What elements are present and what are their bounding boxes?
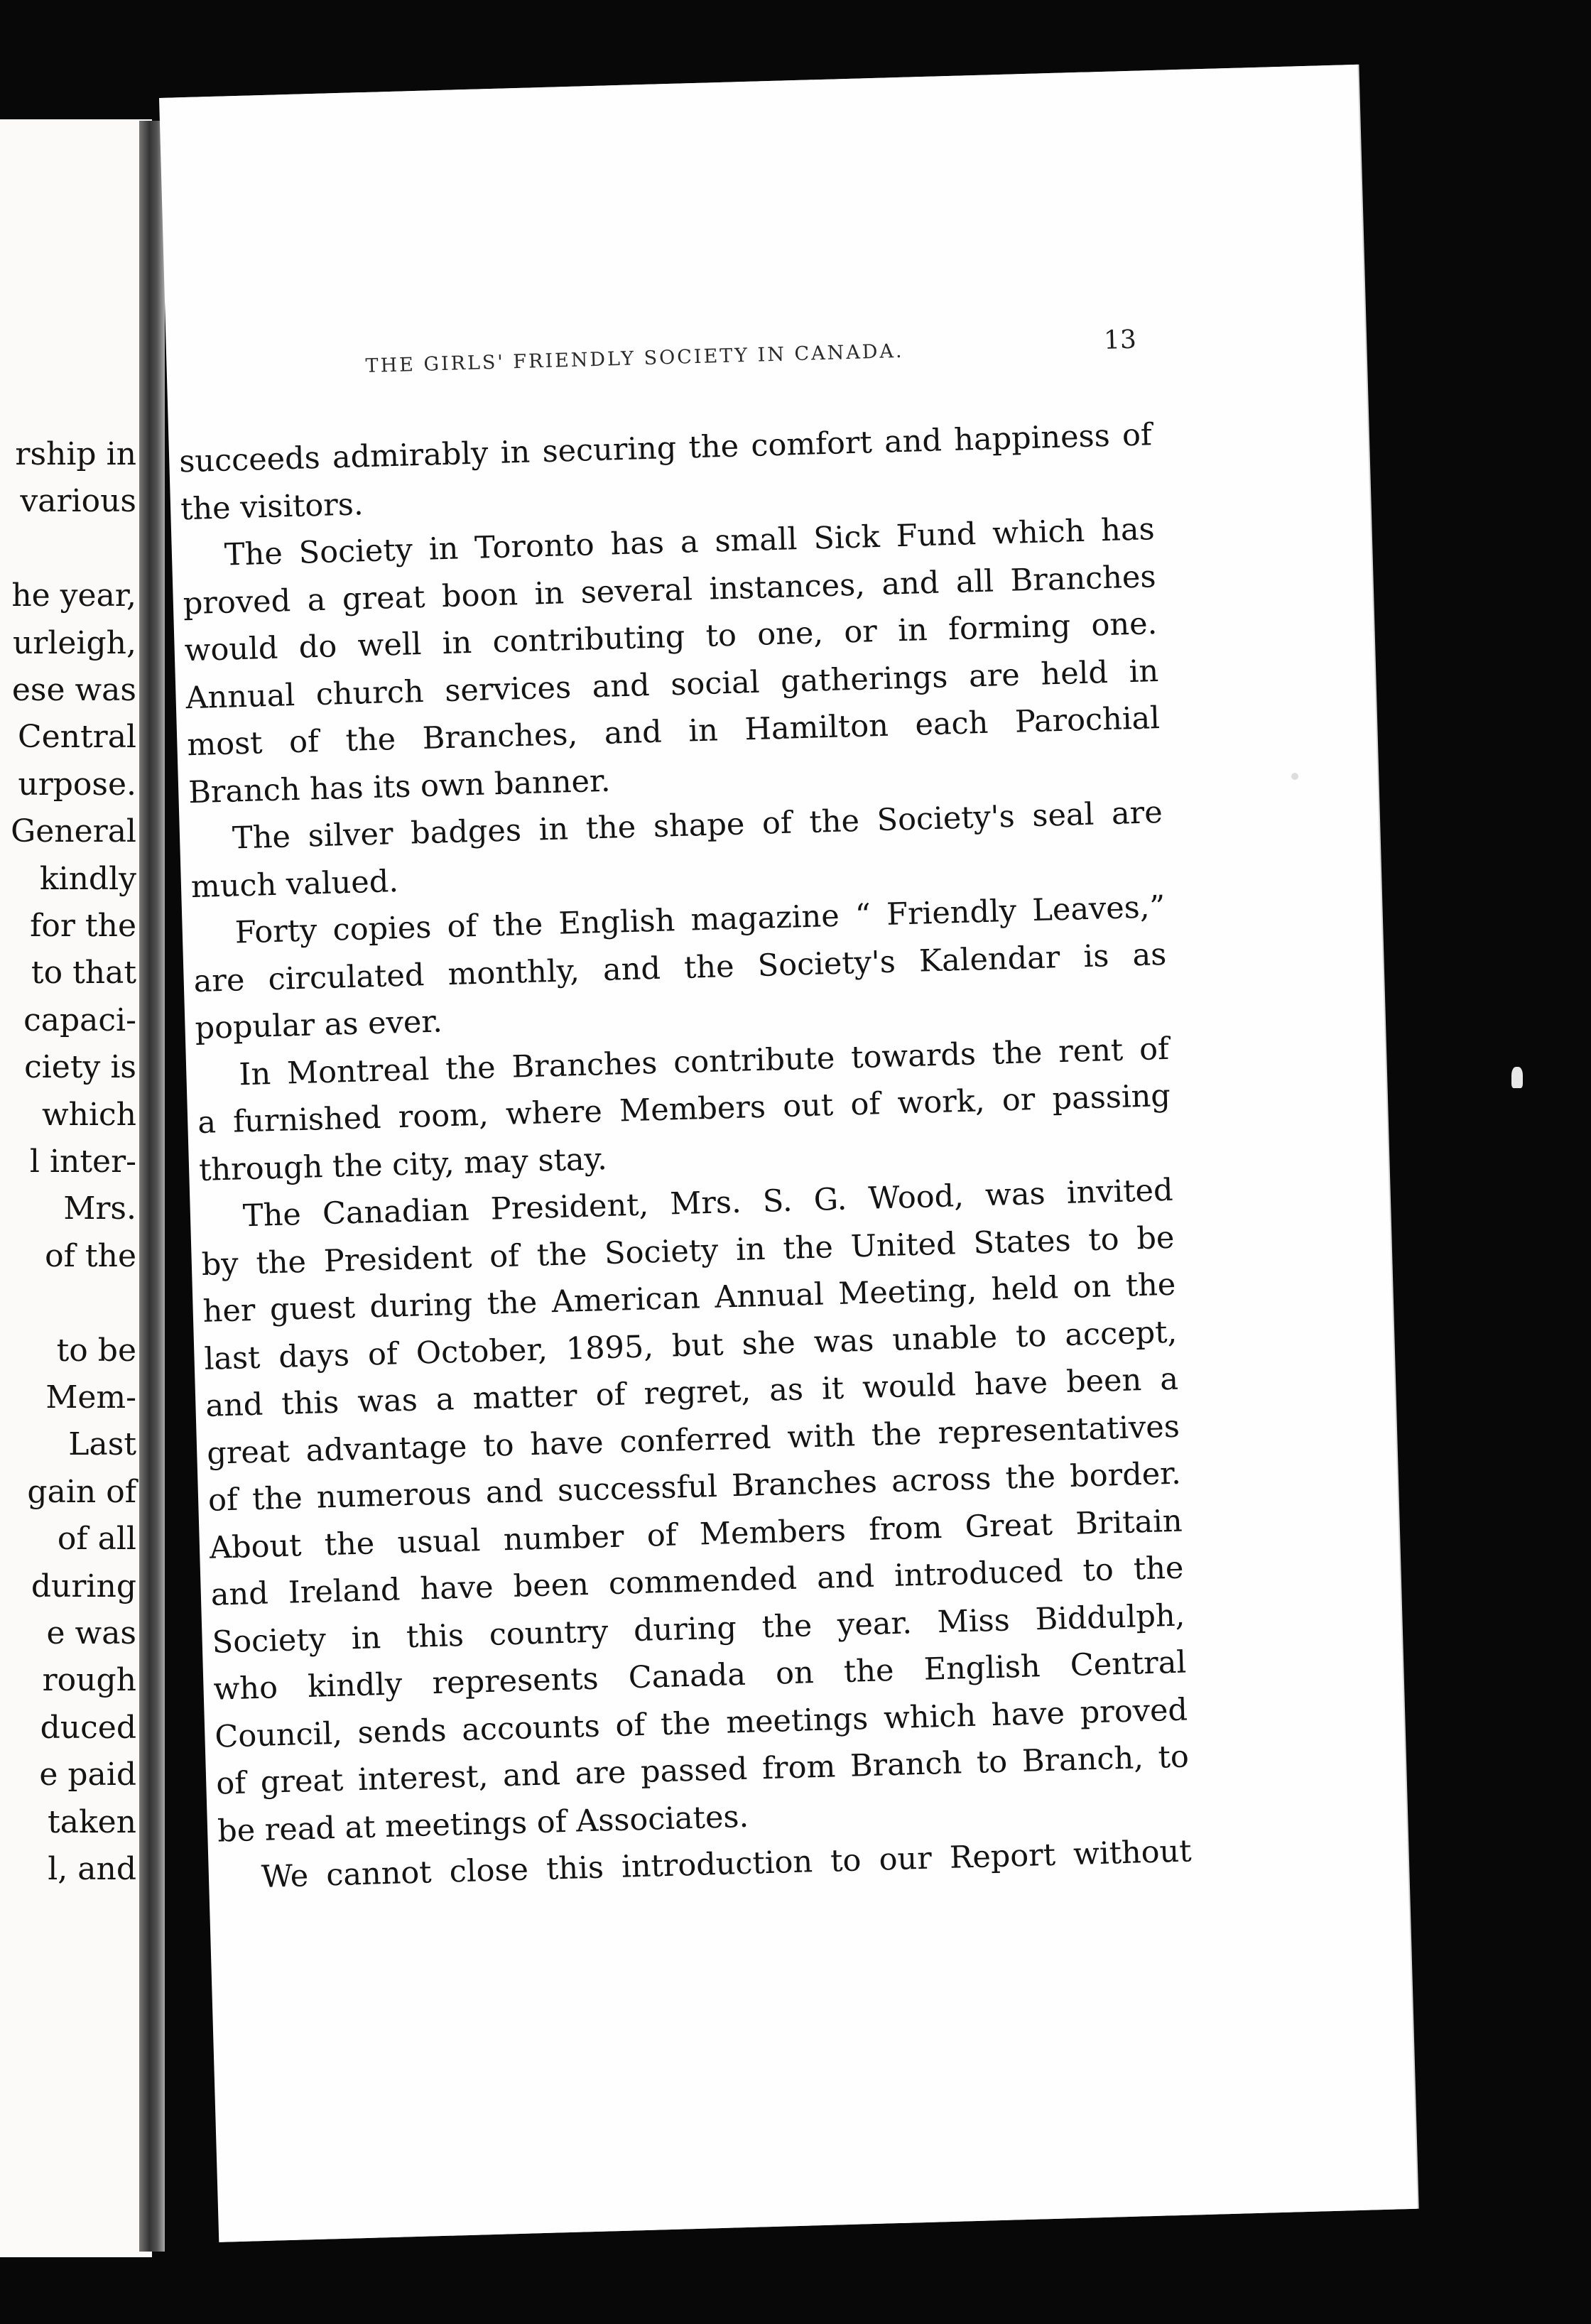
text-line: and this was a matter of regret, as it would have been a [205,1361,1179,1424]
text-line: The silver badges in the shape of the Society's seal are [232,794,1163,857]
left-page-line: Last [68,1426,136,1463]
text-line: Annual church services and social gatherings are held in [185,653,1159,716]
text-line: Society in this country during the year. Miss Biddulph, [212,1597,1185,1661]
text-line: The Canadian President, Mrs. S. G. Wood, was invited [242,1172,1174,1234]
left-page-line: rship in [15,436,136,472]
left-page-line: General [11,813,136,850]
left-page-line: ciety is [24,1049,136,1086]
text-line: are circulated monthly, and the Society's Kalendar is as [193,936,1167,999]
left-page-line: ese was [11,672,136,708]
text-line: We cannot close this introduction to our Report without [261,1833,1193,1895]
text-line: of great interest, and are passed from Branch to Branch, to [215,1739,1190,1802]
text-line: most of the Branches, and in Hamilton each Parochial [186,700,1161,764]
text-line: In Montreal the Branches contribute towards the rent of [238,1031,1170,1092]
running-head: THE GIRLS' FRIENDLY SOCIETY IN CANADA. [365,340,904,378]
text-line: her guest during the American Annual Meeting, held on the [202,1266,1176,1330]
left-page-line: urleigh, [12,624,136,661]
left-page-line: to be [56,1332,136,1369]
text-line: succeeds admirably in securing the comfort and happiness of [178,417,1153,480]
left-page-line: various [20,483,136,520]
left-page-line: l inter- [29,1144,136,1180]
left-page-line: Mrs. [63,1190,136,1227]
scan-mark [1511,1067,1523,1088]
left-page-line: which [41,1096,136,1133]
text-line: Forty copies of the English magazine “ Friendly Leaves,” [234,889,1166,951]
left-page-line: capaci- [23,1001,136,1038]
text-line: through the city, may stay. [198,1141,608,1188]
text-line: and Ireland have been commended and introduced to the [210,1550,1185,1613]
page-13 [159,65,1418,2242]
text-line: by the President of the Society in the United States to be [201,1220,1175,1283]
left-page-line: for the [30,908,136,944]
text-line: of the numerous and successful Branches across the border. [207,1455,1182,1519]
left-page-line: he year, [11,577,136,614]
text-line: be read at meetings of Associates. [217,1798,749,1850]
left-page-line: Mem- [45,1379,136,1416]
body-text [178,411,1192,1902]
text-line: great advantage to have conferred with the representatives [206,1408,1180,1472]
text-line: who kindly represents Canada on the English Central [212,1644,1187,1707]
left-page-line: Central [17,719,136,756]
left-page-line: e paid [39,1756,136,1793]
left-page-line: duced [40,1709,136,1746]
text-line: Council, sends accounts of the meetings which have proved [214,1691,1188,1755]
left-page-line: l, and [48,1851,136,1887]
left-page-line: taken [48,1803,136,1840]
left-page-line: during [31,1568,136,1604]
text-line: last days of October, 1895, but she was unable to accept, [203,1314,1178,1377]
left-page-line: e was [46,1615,136,1651]
text-line: Branch has its own banner. [188,763,612,810]
left-page-line: of the [45,1237,136,1274]
text-line: much valued. [190,863,399,905]
text-line: About the usual number of Members from Great Britain [209,1503,1183,1566]
left-page-line: kindly [39,860,136,897]
text-line: a furnished room, where Members out of work, or passing [197,1077,1171,1141]
text-line: the visitors. [180,486,364,527]
left-page-line: rough [42,1662,136,1699]
scan-speck [1291,773,1298,780]
page-number: 13 [1103,325,1137,355]
left-page-line: of all [57,1521,136,1558]
left-page-line: urpose. [18,766,136,803]
text-line: popular as ever. [194,1004,443,1047]
left-page-line: to that [31,955,136,992]
book-gutter [139,121,165,2252]
left-page-line: gain of [27,1473,136,1510]
previous-page-fragment [0,119,152,2257]
text-line: would do well in contributing to one, or in forming one. [184,606,1158,669]
text-line: proved a great boon in several instances, and all Branches [183,558,1157,621]
text-line: The Society in Toronto has a small Sick Fund which has [224,511,1156,573]
